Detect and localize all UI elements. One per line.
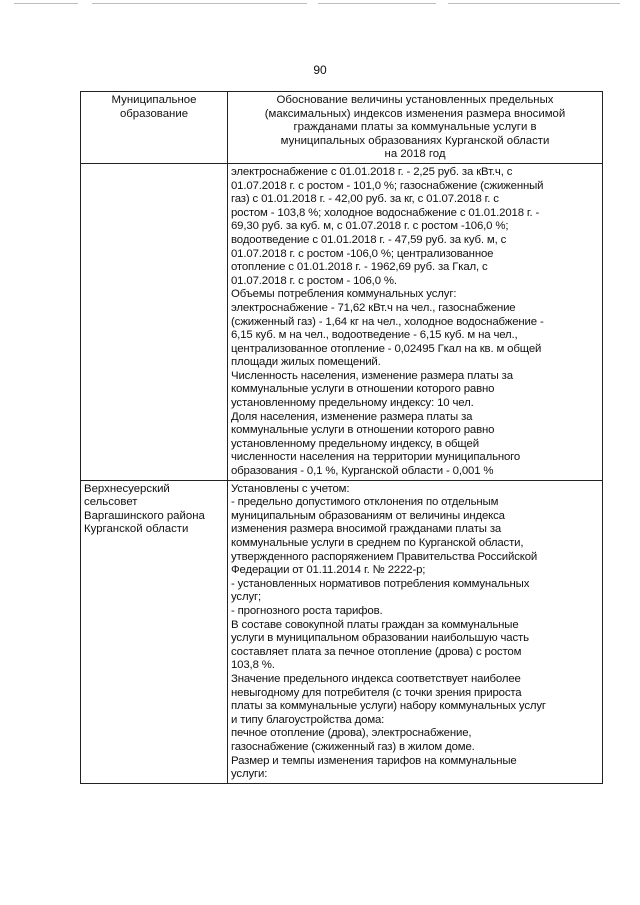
header-justification-cell [228, 92, 603, 164]
text-line: услуги: [231, 768, 268, 781]
text-line: ростом - 103,8 %; холодное водоснабжение с 01.01.2018 г. - [231, 206, 540, 219]
text-line: гражданами платы за коммунальные услуги в [293, 121, 537, 134]
text-line: коммунальные услуги в среднем по Курганской области, [231, 537, 524, 549]
text-line: 01.07.2018 г. с ростом -106,0 %; централизованное [231, 247, 494, 260]
text-line: невыгодному для потребителя (с точки зрения прироста [231, 686, 522, 699]
text-line: услуг; [231, 591, 262, 604]
text-line: водоотведение с 01.01.2018 г. - 47,59 руб. за куб. м, с [231, 233, 507, 246]
text-line: печное отопление (дрова), электроснабжение, [231, 727, 472, 740]
text-line: Значение предельного индекса соответствует наиболее [231, 672, 521, 685]
text-line: газ) с 01.01.2018 г. - 42,00 руб. за кг, с 01.07.2018 г. с [231, 193, 499, 206]
municipality-cell-empty [81, 163, 228, 480]
text-line: Верхнесуерский [84, 482, 170, 495]
municipality-cell [81, 480, 228, 783]
text-line: сельсовет [84, 496, 138, 509]
text-line: утвержденного распоряжением Правительства Российской [231, 550, 538, 563]
table-row [81, 480, 603, 783]
text-line: муниципальных образованиях Курганской области [280, 134, 550, 147]
text-line: площади жилых помещений. [231, 356, 381, 369]
text-line: образование [119, 107, 189, 120]
text-line: 69,30 руб. за куб. м, с 01.07.2018 г. с ростом -106,0 %; [231, 220, 509, 233]
text-line: установленному предельному индексу, в общей [231, 437, 479, 450]
text-line: Численность населения, изменение размера платы за [231, 369, 513, 382]
text-line: Курганской области [84, 523, 189, 536]
text-line: централизованное отопление - 0,02495 Гкал на кв. м общей [231, 342, 542, 355]
text-line: 01.07.2018 г. с ростом - 106,0 %. [231, 274, 397, 287]
text-line: Обоснование величины установленных предельных [276, 94, 554, 106]
text-line: Муниципальное [111, 94, 197, 106]
page-number: 90 [313, 63, 327, 77]
text-line: электроснабжение - 71,62 кВт.ч на чел., газоснабжение [231, 301, 516, 314]
text-line: отопление с 01.01.2018 г. - 1962,69 руб. за Гкал, с [231, 261, 488, 274]
text-line: составляет плата за печное отопление (дрова) с ростом [231, 645, 522, 658]
text-line: платы за коммунальные услуги) набору коммунальных услуг [231, 700, 546, 713]
text-line: и типу благоустройства дома: [231, 713, 385, 726]
text-line: изменения размера вносимой гражданами платы за [231, 523, 502, 536]
text-line: Размер и темпы изменения тарифов на коммунальные [231, 754, 517, 767]
text-line: 6,15 куб. м на чел., водоотведение - 6,15 куб. м на чел., [231, 329, 518, 342]
municipality-name [84, 483, 224, 537]
header-municipality-text [84, 94, 224, 121]
text-line: Доля населения, изменение размера платы за [231, 410, 473, 423]
justification-cell [228, 480, 603, 783]
scan-edge-line [318, 3, 436, 4]
scan-edge-line [448, 3, 620, 4]
text-line: (максимальных) индексов изменения размера вносимой [264, 107, 566, 120]
text-line: услуги в муниципальном образовании наибольшую часть [231, 632, 529, 645]
text-line: - установленных нормативов потребления коммунальных [231, 577, 530, 590]
text-line: электроснабжение с 01.01.2018 г. - 2,25 руб. за кВт.ч, с [231, 165, 513, 178]
header-municipality-cell [81, 92, 228, 164]
text-line: Объемы потребления коммунальных услуг: [231, 288, 457, 301]
text-line: Установлены с учетом: [231, 482, 350, 495]
text-line: образования - 0,1 %, Курганской области - 0,001 % [231, 465, 494, 478]
header-justification-text [231, 94, 599, 162]
text-line: численности населения на территории муниципального [231, 451, 521, 464]
text-line: - предельно допустимого отклонения по отдельным [231, 496, 499, 509]
justification-table [80, 91, 603, 784]
justification-text [231, 483, 599, 782]
text-line: В составе совокупной платы граждан за коммунальные [231, 618, 519, 631]
text-line: - прогнозного роста тарифов. [231, 604, 383, 617]
justification-text [231, 166, 599, 479]
table-header-row [81, 92, 603, 164]
text-line: газоснабжение (сжиженный газ) в жилом доме. [231, 740, 475, 753]
text-line: (сжиженный газ) - 1,64 кг на чел., холодное водоснабжение - [231, 315, 544, 328]
text-line: Варгашинского района [84, 509, 205, 522]
scan-edge-line [14, 3, 78, 4]
text-line: муниципальным образованиям от величины индекса [231, 509, 505, 522]
text-line: 103,8 %. [231, 659, 275, 672]
text-line: на 2018 год [384, 148, 446, 161]
scan-edge-line [92, 3, 307, 4]
text-line: коммунальные услуги в отношении которого равно [231, 383, 495, 396]
text-line: коммунальные услуги в отношении которого равно [231, 424, 495, 437]
text-line: установленному предельному индексу: 10 чел. [231, 397, 474, 410]
table-row [81, 163, 603, 480]
text-line: 01.07.2018 г. с ростом - 101,0 %; газоснабжение (сжиженный [231, 179, 544, 192]
text-line: Федерации от 01.11.2014 г. № 2222-р; [231, 564, 426, 577]
justification-cell [228, 163, 603, 480]
